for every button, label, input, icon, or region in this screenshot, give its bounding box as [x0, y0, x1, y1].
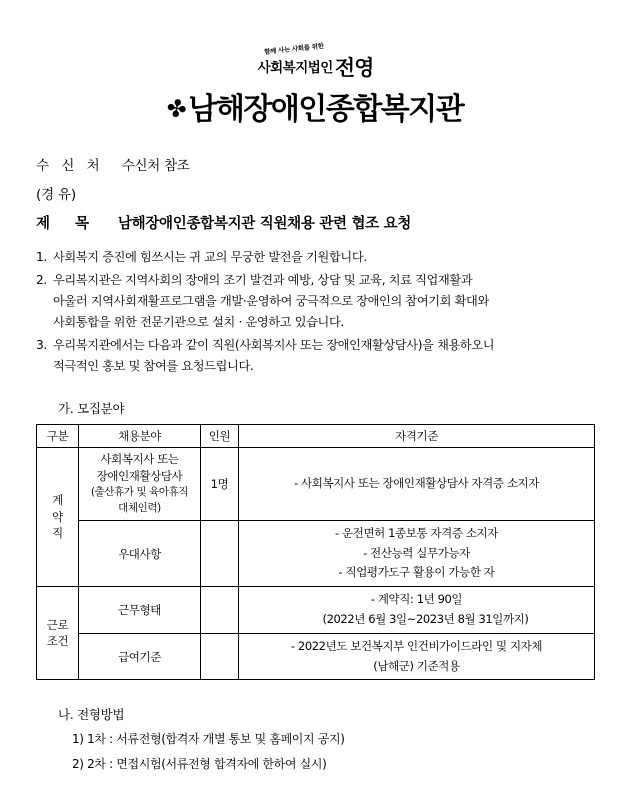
table-row [37, 447, 595, 520]
row1-field [79, 447, 201, 520]
paragraph-1-number: 1. [36, 250, 47, 264]
row3-field: 근무형태 [79, 587, 201, 634]
row1-field-line-1: 사회복지사 또는 [100, 451, 179, 466]
recipient-label: 수 신 처 [36, 158, 104, 174]
row1-field-line-2: 장애인재활상담사 [96, 469, 183, 484]
via-row [36, 183, 595, 203]
paragraph-2-line-2: 아울러 지역사회재활프로그램을 개발·운영하여 궁극적으로 장애인의 참여기회 확대와 [53, 293, 489, 308]
subject-label: 제 목 [36, 216, 100, 232]
table-col-count: 인원 [201, 424, 239, 447]
table-row [37, 520, 595, 586]
paragraph-1-text [53, 247, 595, 268]
subject-value: 남해장애인종합복지관 직원채용 관련 협조 요청 [117, 216, 412, 232]
row1-gubun-ch3: 직 [52, 526, 63, 541]
row2-criteria-line-1: - 운전면허 1종보통 자격증 소지자 [335, 525, 498, 540]
row1-criteria [239, 447, 595, 520]
row1-field-line-4: 대체인력) [118, 502, 161, 515]
row4-criteria-line-1: - 2022년도 보건복지부 인건비가이드라인 및 지자체 [290, 638, 543, 653]
row4-criteria [239, 633, 595, 680]
document-body [0, 154, 631, 775]
letterhead-corp-line [257, 41, 374, 82]
row3-criteria-line-1: - 계약직: 1년 90일 [370, 592, 463, 607]
subject-row [36, 212, 595, 233]
recipient-value: 수신처 참조 [121, 158, 190, 174]
letterhead [0, 0, 631, 128]
row2-criteria-line-3: - 직업평가도구 활용이 가능한 자 [338, 565, 495, 580]
row1-count: 1명 [201, 447, 239, 520]
recipient-row [36, 154, 595, 174]
row2-count [201, 520, 239, 586]
bird-icon: ✤ [165, 93, 189, 125]
paragraph-2-line-3: 사회통합을 위한 전문기관으로 설치 · 운영하고 있습니다. [53, 314, 344, 329]
table-row [37, 587, 595, 634]
table-col-gubun: 구분 [37, 424, 79, 447]
row1-criteria-line-1: - 사회복지사 또는 장애인재활상담사 자격증 소지자 [294, 476, 539, 491]
row3-count [201, 587, 239, 634]
paragraph-3 [36, 335, 595, 377]
row3-criteria-line-2: (2022년 6월 3일~2023년 8월 31일까지) [322, 611, 529, 626]
row3-criteria [239, 587, 595, 634]
paragraph-3-line-2: 적극적인 홍보 및 참여를 요청드립니다. [53, 358, 254, 373]
via-label: (경 유) [36, 187, 76, 203]
section-b-heading: 나. 전형방법 [58, 707, 125, 723]
paragraph-1-line-1: 사회복지 증진에 힘쓰시는 귀 교의 무궁한 발전을 기원합니다. [53, 250, 367, 264]
table-header-row [37, 424, 595, 447]
row3-gubun-line-2: 조건 [46, 634, 69, 649]
letterhead-main-title [0, 84, 631, 128]
table-row [37, 633, 595, 680]
row1-gubun [37, 447, 79, 586]
paragraph-2-text [53, 270, 595, 333]
section-b-item-1: 1) 1차 : 서류전형(합격자 개별 통보 및 홈페이지 공지) [72, 732, 345, 747]
row2-criteria-line-2: - 전산능력 실무가능자 [363, 545, 470, 560]
row2-field: 우대사항 [79, 520, 201, 586]
table-col-field: 채용분야 [79, 424, 201, 447]
section-a-heading: 가. 모집분야 [58, 400, 125, 416]
letterhead-main-title-text: 남해장애인종합복지관 [188, 92, 464, 127]
section-b-item-2: 2) 2차 : 면접시험(서류전형 합격자에 한하여 실시) [72, 757, 327, 772]
paragraph-2 [36, 270, 595, 333]
paragraph-3-text [53, 335, 595, 377]
paragraph-2-line-1: 우리복지관은 지역사회의 장애의 조기 발견과 예방, 상담 및 교육, 치료 직업재활과 [53, 272, 473, 287]
row4-field: 급여기준 [79, 633, 201, 680]
row1-gubun-ch1: 계 [52, 493, 63, 508]
row2-criteria [239, 520, 595, 586]
recruitment-table [36, 424, 595, 680]
paragraph-3-line-1: 우리복지관에서는 다음과 같이 직원(사회복지사 또는 장애인재활상담사)을 채용하오니 [53, 337, 495, 352]
row1-field-line-3: (출산휴가 및 육아휴직 [90, 486, 189, 499]
letterhead-tiny-text: 함께 사는 사회를 위한 [263, 41, 324, 57]
row4-criteria-line-2: (남해군) 기준적용 [373, 658, 460, 673]
row3-gubun [37, 587, 79, 680]
paragraph-2-number: 2. [36, 272, 47, 287]
paragraph-3-number: 3. [36, 337, 47, 352]
table-col-criteria: 자격기준 [239, 424, 595, 447]
letterhead-brand-mark: 전영 [334, 56, 374, 80]
row1-gubun-ch2: 약 [52, 509, 63, 524]
row3-gubun-line-1: 근로 [46, 617, 69, 632]
letterhead-corp-text: 사회복지법인 [257, 60, 333, 76]
row4-count [201, 633, 239, 680]
paragraph-1 [36, 247, 595, 268]
